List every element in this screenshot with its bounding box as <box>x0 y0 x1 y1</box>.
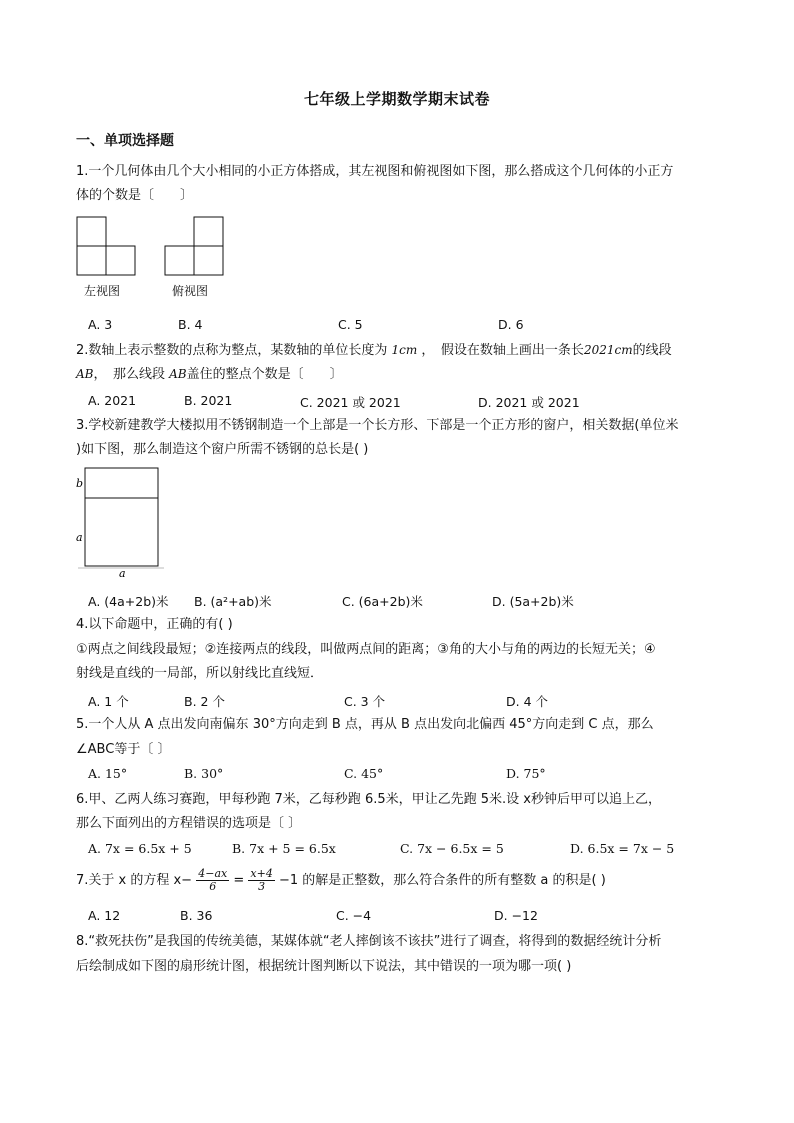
q6-option-b[interactable]: B. 7x + 5 = 6.5x <box>232 841 336 856</box>
q5-stem-line1: 5.一个人从 A 点出发向南偏东 30°方向走到 B 点，再从 B 点出发向北偏西 45°方向走到 C 点，那么 <box>76 717 654 732</box>
q5-option-b[interactable]: B. 30° <box>184 766 224 781</box>
window-square <box>85 498 158 566</box>
page-title: 七年级上学期数学期末试卷 <box>303 90 490 108</box>
equals-sign: = <box>233 873 245 888</box>
q2-option-d[interactable]: D. 2021 或 2021 <box>478 395 580 410</box>
window-rectangle <box>85 468 158 498</box>
q5-option-d[interactable]: D. 75° <box>506 766 546 781</box>
q2-text: ， 那么线段 <box>93 367 165 382</box>
q3-option-a[interactable]: A. (4a+2b)米 <box>88 594 169 609</box>
label-a-side: a <box>76 531 83 544</box>
q3-option-b[interactable]: B. (a²+ab)米 <box>194 594 272 609</box>
q3-window-figure <box>74 465 164 581</box>
q7-fraction-1 <box>196 868 229 893</box>
q6-stem-line2: 那么下面列出的方程错误的选项是〔 〕 <box>76 816 302 831</box>
q2-text: 盖住的整点个数是〔 〕 <box>186 367 343 382</box>
q5-stem-line2: ∠ABC等于〔 〕 <box>76 742 171 757</box>
q1-option-a[interactable]: A. 3 <box>88 317 113 332</box>
q1-option-b[interactable]: B. 4 <box>178 317 203 332</box>
q7-option-a[interactable]: A. 12 <box>88 908 121 923</box>
left-view-square <box>77 246 106 275</box>
q2-text: 的线段 <box>632 343 672 358</box>
label-a-bottom: a <box>119 567 126 580</box>
fraction-denominator: 6 <box>209 880 217 893</box>
q2-length: 2021cm <box>583 343 633 357</box>
q8-stem-line1: 8.“救死扶伤”是我国的传统美德，某媒体就“老人摔倒该不该扶”进行了调查，将得到的数据经统计分析 <box>76 934 662 949</box>
q4-stem-line2: ①两点之间线段最短；②连接两点的线段，叫做两点间的距离；③角的大小与角的两边的长短无关；④ <box>76 642 656 657</box>
q4-option-d[interactable]: D. 4 个 <box>506 694 548 709</box>
q2-text: 2.数轴上表示整数的点称为整点，某数轴的单位长度为 <box>76 343 388 358</box>
q4-stem-line1: 4.以下命题中，正确的有( ) <box>76 617 233 632</box>
section-heading: 一、单项选择题 <box>76 133 174 149</box>
q6-option-a[interactable]: A. 7x = 6.5x + 5 <box>88 841 192 856</box>
q2-text: ， 假设在数轴上画出一条长 <box>421 343 584 358</box>
q5-option-a[interactable]: A. 15° <box>88 766 128 781</box>
q7-stem <box>76 866 606 896</box>
q8-stem-line2: 后绘制成如下图的扇形统计图，根据统计图判断以下说法，其中错误的一项为哪一项( ) <box>76 959 572 974</box>
q2-segment: AB <box>169 367 187 381</box>
q2-segment: AB <box>76 367 94 381</box>
left-view-square <box>106 246 135 275</box>
left-view-square <box>77 217 106 246</box>
q7-fraction-2 <box>248 868 274 893</box>
fraction-numerator: x+4 <box>250 867 273 880</box>
q5-option-c[interactable]: C. 45° <box>344 766 384 781</box>
q2-option-c[interactable]: C. 2021 或 2021 <box>300 395 401 410</box>
q3-option-d[interactable]: D. (5a+2b)米 <box>492 594 574 609</box>
q2-option-a[interactable]: A. 2021 <box>88 393 137 408</box>
label-b: b <box>76 477 84 490</box>
top-view-square <box>194 217 223 246</box>
q2-stem-line1 <box>76 340 672 361</box>
q7-option-d[interactable]: D. −12 <box>494 908 538 923</box>
q7-text: −1 的解是正整数，那么符合条件的所有整数 a 的积是( ) <box>278 873 606 888</box>
q6-option-c[interactable]: C. 7x − 6.5x = 5 <box>400 841 504 856</box>
top-view-square <box>165 246 194 275</box>
q4-option-c[interactable]: C. 3 个 <box>344 694 386 709</box>
q6-stem-line1: 6.甲、乙两人练习赛跑，甲每秒跑 7米，乙每秒跑 6.5米，甲让乙先跑 5米.设 x秒钟后甲可以追上乙， <box>76 792 661 807</box>
fraction-denominator: 3 <box>258 880 266 893</box>
top-view-label: 俯视图 <box>172 284 209 298</box>
q7-text: 7.关于 x 的方程 x− <box>76 873 193 888</box>
q1-stem-line1: 1.一个几何体由几个大小相同的小正方体搭成，其左视图和俯视图如下图，那么搭成这个几何体的小正方 <box>76 164 674 179</box>
q3-stem-line2: )如下图，那么制造这个窗户所需不锈钢的总长是( ) <box>76 442 369 457</box>
q7-option-c[interactable]: C. −4 <box>336 908 372 923</box>
q3-option-c[interactable]: C. (6a+2b)米 <box>342 594 423 609</box>
q1-stem-line2: 体的个数是〔 〕 <box>76 188 194 203</box>
q2-option-b[interactable]: B. 2021 <box>184 393 233 408</box>
q6-option-d[interactable]: D. 6.5x = 7x − 5 <box>570 841 675 856</box>
q1-option-d[interactable]: D. 6 <box>498 317 524 332</box>
q4-option-a[interactable]: A. 1 个 <box>88 694 129 709</box>
q4-option-b[interactable]: B. 2 个 <box>184 694 225 709</box>
q4-stem-line3: 射线是直线的一局部，所以射线比直线短． <box>76 666 324 681</box>
q1-option-c[interactable]: C. 5 <box>338 317 363 332</box>
q2-stem-line2 <box>76 364 343 385</box>
q3-stem-line1: 3.学校新建教学大楼拟用不锈钢制造一个上部是一个长方形、下部是一个正方形的窗户，相关数据(单位米 <box>76 418 679 433</box>
top-view-square <box>194 246 223 275</box>
left-view-label: 左视图 <box>84 284 121 298</box>
q2-unit: 1cm <box>391 343 418 357</box>
q1-views-figure <box>76 215 226 279</box>
fraction-numerator: 4−ax <box>198 867 228 880</box>
q7-option-b[interactable]: B. 36 <box>180 908 213 923</box>
